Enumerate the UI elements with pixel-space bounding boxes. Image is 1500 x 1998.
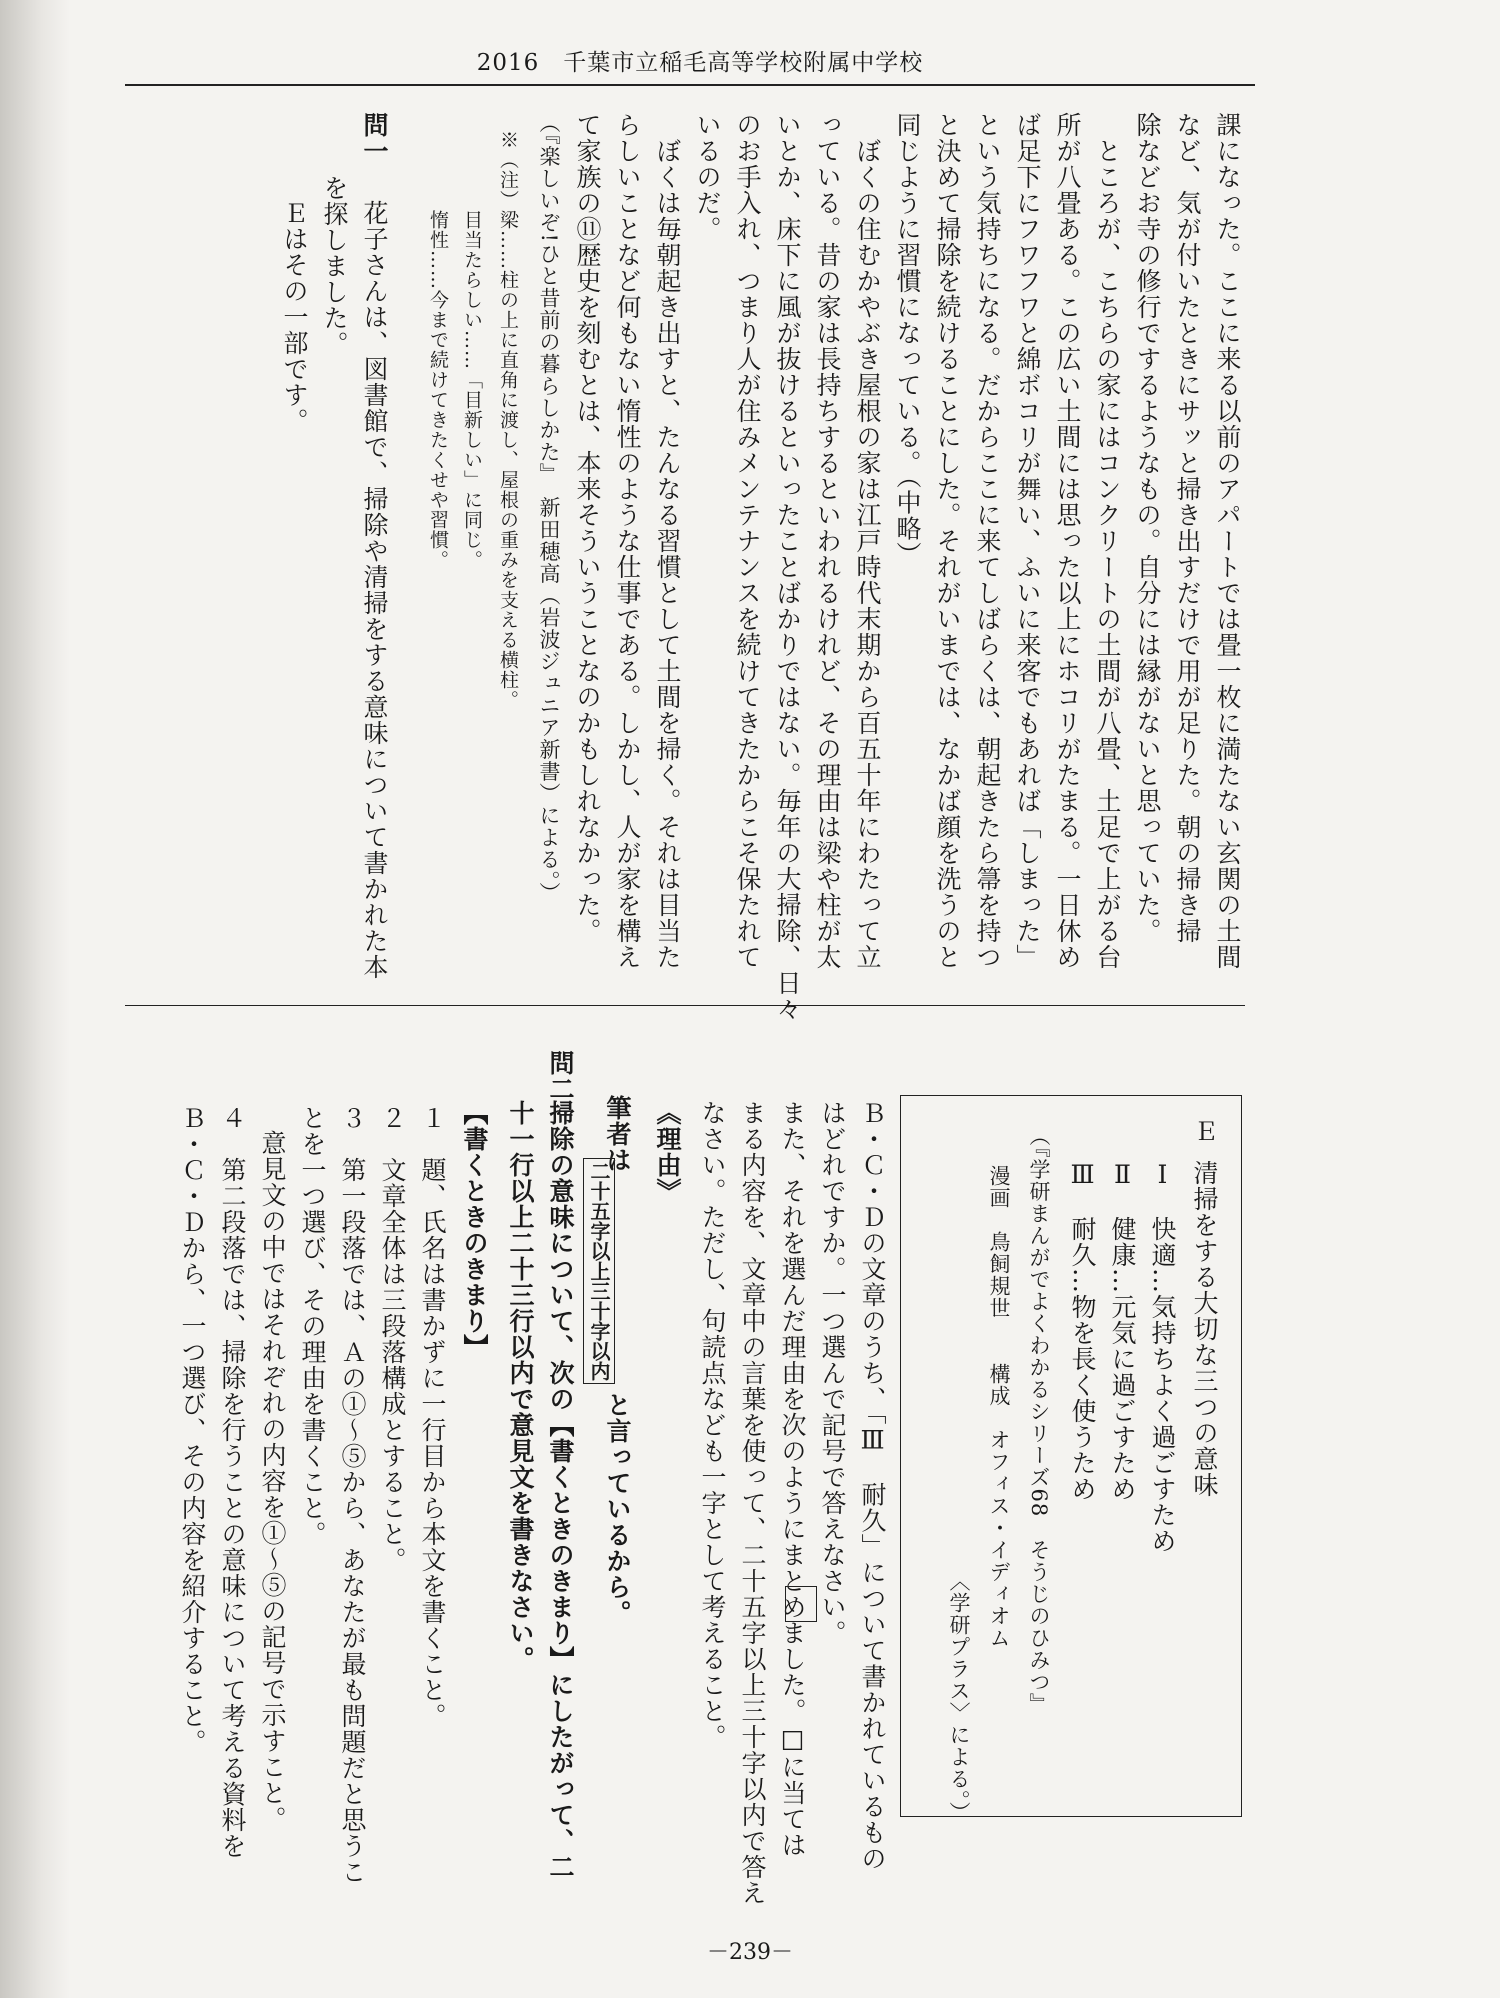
passage-line: ぼくは毎朝起き出すと、たんなる習慣として土間を掃く。それは目当た [653, 112, 682, 970]
rule-item: ３ 第一段落では、Ａの①～⑤から、あなたが最も問題だと思うこ [338, 1105, 367, 1885]
q1-task-line: なさい。ただし、句読点なども一字として考えること。 [698, 1100, 727, 1750]
q2-label: 問二 [546, 1050, 575, 1102]
answer-blank-box [785, 1586, 817, 1622]
q1-task-line: まる内容を、文章中の言葉を使って、二十五字以上三十字以内で答え [738, 1100, 767, 1906]
e-box-source: 漫画 鳥飼規世 構成 オフィス・イディオム [987, 1165, 1011, 1649]
e-box-title: 清掃をする大切な三つの意味 [1190, 1160, 1219, 1498]
passage-line: など、気が付いたときにサッと掃き出すだけで用が足りた。朝の掃き掃 [1173, 112, 1202, 944]
q2-line: 掃除の意味について、次の【書くときのきまり】にしたがって、二 [546, 1100, 575, 1880]
passage-line: て家族の⑪歴史を刻むとは、本来そういうことなのかもしれなかった。 [573, 112, 602, 944]
e-box-source: 〈学研プラス〉による。） [947, 1570, 971, 1824]
passage-line: っている。昔の家は長持ちするといわれるけれど、その理由は梁や柱が太 [813, 112, 842, 970]
q1-task-line: はどれですか。一つ選んで記号で答えなさい。 [818, 1100, 847, 1646]
passage-line: と決めて掃除を続けることにした。それがいまでは、なかば顔を洗うのと [933, 112, 962, 970]
passage-line: という気持ちになる。だからここに来てしばらくは、朝起きたら箒を持つ [973, 112, 1002, 970]
passage-source: （『楽しいぞ!ひと昔前の暮らしかた』 新田穂高（岩波ジュニア新書）による。） [537, 112, 561, 904]
passage-line: ば足下にフワフワと綿ボコリが舞い、ふいに来客でもあれば「しまった」 [1013, 112, 1042, 970]
page-number: －239－ [707, 1940, 793, 1965]
q1-line: Ｅはその一部です。 [280, 200, 309, 434]
reason-answer-box: 二十五字以上三十字以内 [583, 1158, 615, 1384]
rule-item: Ｂ・Ｃ・Ｄから、一つ選び、その内容を紹介すること。 [178, 1105, 207, 1755]
passage-line: らしいことなど何もない惰性のような仕事である。しかし、人が家を構え [613, 112, 642, 970]
e-box-item: Ⅰ 快適…気持ちよく過ごすため [1148, 1160, 1177, 1554]
rule-item: ２ 文章全体は三段落構成とすること。 [378, 1105, 407, 1573]
reason-line-end: と言っているから。 [603, 1392, 632, 1626]
rules-title: 【書くときのきまり】 [460, 1100, 489, 1360]
section-divider [125, 1005, 1245, 1006]
passage-note: ※（注）梁……柱の上に直角に渡し、屋根の重みを支える横柱。 [497, 130, 519, 710]
q1-line: を探しました。 [320, 175, 349, 357]
passage-line: 除などお寺の修行でするようなもの。自分には縁がないと思っていた。 [1133, 112, 1162, 944]
header-rule [125, 84, 1255, 86]
passage-note: 惰性……今まで続けてきたくせや習慣。 [427, 210, 449, 570]
rule-item: 意見文の中ではそれぞれの内容を①～⑤の記号で示すこと。 [258, 1130, 287, 1832]
passage-note: 目当たらしい……「目新しい」に同じ。 [461, 210, 483, 570]
passage-line: ところが、こちらの家にはコンクリートの土間が八畳、土足で上がる台 [1093, 112, 1122, 970]
passage-line: 所が八畳ある。この広い土間には思った以上にホコリがたまる。一日休め [1053, 112, 1082, 970]
e-box-item: Ⅲ 耐久…物を長く使うため [1068, 1160, 1097, 1502]
reason-line-start: 筆者は [603, 1095, 632, 1173]
page-header: 2016 千葉市立稲毛高等学校附属中学校 [476, 50, 924, 76]
rule-item: ４ 第二段落では、掃除を行うことの意味について考える資料を [218, 1105, 247, 1859]
book-spine-shadow [0, 0, 70, 1998]
passage-line: 同じように習慣になっている。（中略） [893, 112, 922, 568]
e-box-source: （『学研まんがでよくわかるシリーズ68 そうじのひみつ』 [1027, 1125, 1051, 1716]
rule-item: とを一つ選び、その理由を書くこと。 [298, 1105, 327, 1547]
passage-line: 課になった。ここに来る以前のアパートでは畳一枚に満たない玄関の土間 [1213, 112, 1242, 970]
passage-line: のお手入れ、つまり人が住みメンテナンスを続けてきたからこそ保たれて [733, 112, 762, 970]
e-box-label: Ｅ [1190, 1118, 1219, 1144]
q1-task-line: また、それを選んだ理由を次のようにまとめました。□に当ては [778, 1100, 807, 1858]
passage-line: いるのだ。 [693, 112, 722, 242]
q2-line: 十一行以上二十三行以内で意見文を書きなさい。 [506, 1100, 535, 1672]
e-box-item: Ⅱ 健康…元気に過ごすため [1108, 1160, 1137, 1502]
passage-line: いとか、床下に風が抜けるといったことばかりではない。毎年の大掃除、日々 [773, 112, 802, 1022]
q1-label: 問一 [360, 112, 389, 164]
reason-label: 《理由》 [653, 1100, 682, 1204]
rule-item: １ 題、氏名は書かずに一行目から本文を書くこと。 [418, 1105, 447, 1729]
q1-task-line: Ｂ・Ｃ・Ｄの文章のうち、「Ⅲ 耐久」について書かれているもの [858, 1100, 887, 1872]
q1-line: 花子さんは、図書館で、掃除や清掃をする意味について書かれた本 [360, 200, 389, 980]
passage-line: ぼくの住むかやぶき屋根の家は江戸時代末期から百五十年にわたって立 [853, 112, 882, 970]
